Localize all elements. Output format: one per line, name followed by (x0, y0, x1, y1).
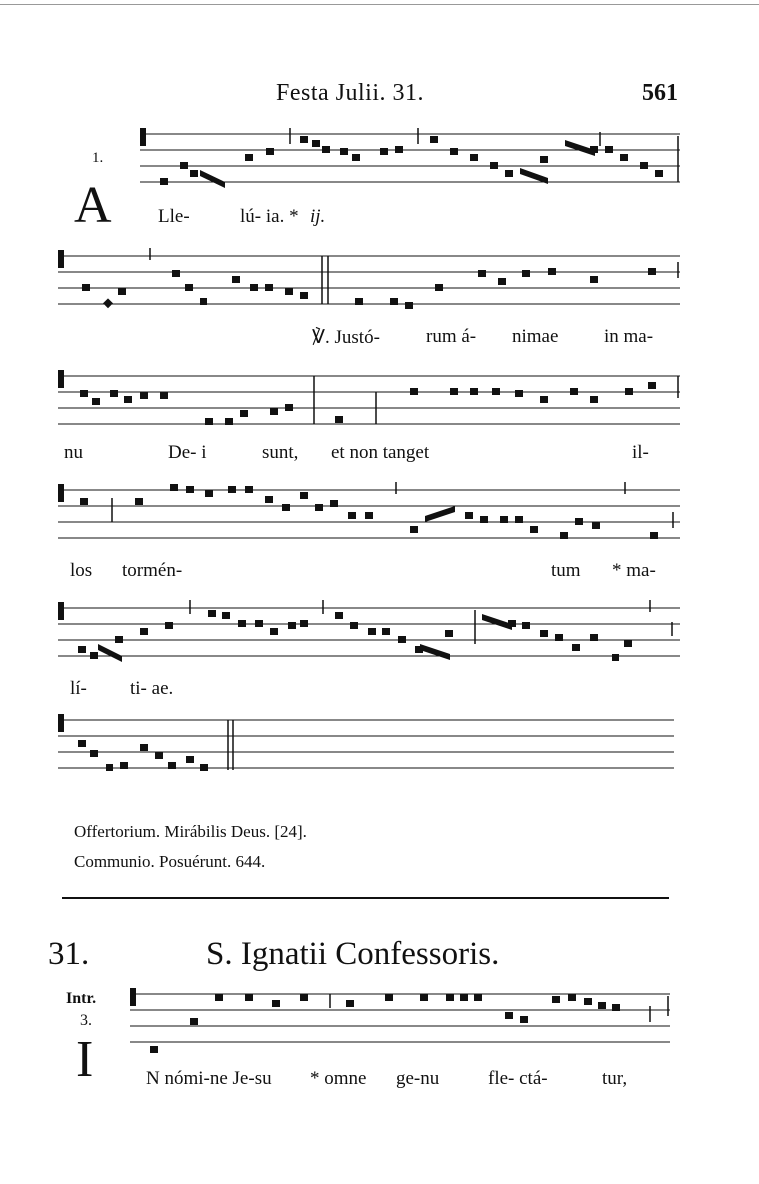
staff-6 (0, 712, 759, 787)
staff-2 (0, 248, 759, 323)
section-number: 31. (48, 936, 90, 972)
staff-5 (0, 600, 759, 675)
lyric-lle: Lle- (158, 206, 190, 227)
page-header-title: Festa Julii. 31. (276, 80, 425, 106)
staff-6-lines (0, 712, 759, 782)
alleluia-mode-number: 1. (92, 150, 104, 166)
lyric-in-ma: in ma- (604, 326, 654, 347)
introit-lyric-tur: tur, (602, 1068, 628, 1089)
alleluia-initial-letter: A (74, 177, 112, 234)
introit-lyric-flecta: fle- ctá- (488, 1068, 548, 1089)
staff-1-lines (0, 126, 759, 196)
section-divider (62, 897, 669, 899)
communio-reference: Communio. Posuérunt. 644. (74, 852, 266, 871)
staff-5-lines (0, 600, 759, 670)
lyric-los: los (70, 560, 93, 581)
introit-label: Intr. (66, 990, 97, 1007)
lyric-et-non-tanget: et non tanget (331, 442, 430, 463)
staff-4 (0, 482, 759, 557)
lyric-nu: nu (64, 442, 83, 463)
lyric-tum: tum (551, 560, 581, 581)
offertorium-reference: Offertorium. Mirábilis Deus. [24]. (74, 822, 307, 841)
page-number: 561 (642, 80, 678, 106)
lyric-lu-ia: lú- ia. * (240, 206, 299, 227)
lyric-ti-ae: ti- ae. (130, 678, 174, 699)
lyric-nimae: nimae (512, 326, 559, 347)
lyric-sunt: sunt, (262, 442, 299, 463)
introit-mode: 3. (80, 1012, 92, 1029)
staff-7 (0, 986, 759, 1071)
lyric-ij: ij. (310, 206, 326, 227)
lyric-tormen: tormén- (122, 560, 183, 581)
introit-initial-letter: I (76, 1031, 94, 1088)
lyric-rum-a: rum á- (426, 326, 477, 347)
staff-1 (0, 126, 759, 201)
staff-4-lines (0, 482, 759, 552)
staff-3 (0, 368, 759, 443)
lyric-justorum: ℣. Justó- (312, 327, 380, 348)
staff-7-lines (0, 986, 759, 1066)
staff-2-lines (0, 248, 759, 318)
top-edge-rule (0, 4, 759, 5)
introit-lyric-genu: ge-nu (396, 1068, 440, 1089)
lyric-de-i: De- i (168, 442, 207, 463)
staff-3-lines (0, 368, 759, 438)
lyric-li: lí- (70, 678, 87, 699)
section-title: S. Ignatii Confessoris. (206, 936, 500, 972)
lyric-ma: * ma- (612, 560, 656, 581)
introit-lyric-nomine-jesu: N nómi-ne Je-su (146, 1068, 272, 1089)
lyric-il: il- (632, 442, 649, 463)
introit-lyric-omne: * omne (310, 1068, 367, 1089)
